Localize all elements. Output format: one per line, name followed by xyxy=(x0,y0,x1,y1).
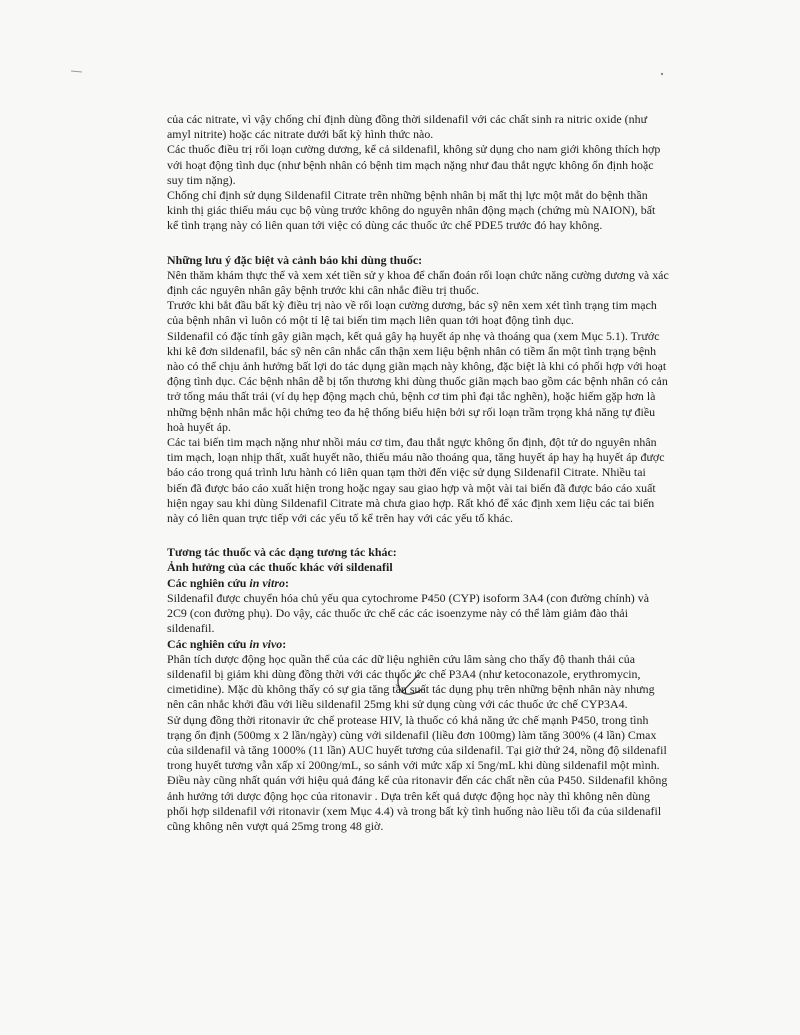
warnings-heading: Những lưu ý đặc biệt và cảnh báo khi dùng thuốc: xyxy=(167,252,423,267)
warnings-paragraph-4: Các tai biến tim mạch nặng như nhồi máu cơ tim, đau thắt ngực không ổn định, đột tử do nguyên nhân tim mạch, loạn nhịp thất, xuất huyết não, thiếu máu não thoáng qua, tăng huyết áp hay hạ huyết áp được báo cáo trong quá trình lưu hành có liên quan tạm thời đến việc sử dụng Sildenafil Citrate. Nhiều tai biến đã được báo cáo xuất hiện trong hoặc ngay sau giao hợp và một vài tai biến đã được báo cáo xuất hiện ngay sau khi dùng Sildenafil Citrate mà chưa giao hợp. Rất khó để xác định xem liệu các tai biến này có liên quan trực tiếp với các yếu tố kể trên hay với các yếu tố khác. xyxy=(167,435,665,526)
in-vitro-text: Sildenafil được chuyển hóa chủ yếu qua cytochrome P450 (CYP) isoform 3A4 (con đường chính) và 2C9 (con đường phụ). Do vậy, các thuốc ức chế các các isoenzyme này có thể làm giảm đào thải sildenafil. xyxy=(167,590,650,636)
in-vivo-paragraph-2: Sử dụng đồng thời ritonavir ức chế protease HIV, là thuốc có khả năng ức chế mạnh P450, trong tình trạng ổn định (500mg x 2 lần/ngày) cùng với sildenafil (liều đơn 100mg) làm tăng 300% (4 lần) Cmax của sildenafil và tăng 1000% (11 lần) AUC huyết tương của sildenafil. Tại giờ thứ 24, nồng độ sildenafil trong huyết tương vẫn xấp xỉ 200ng/mL, so sánh với mức xấp xỉ 5ng/mL khi dùng sildenafil một mình. Điều này cũng nhất quán với hiệu quả đáng kể của ritonavir đến các chất nền của P450. Sildenafil không ảnh hưởng tới dược động học của ritonavir . Dựa trên kết quả dược động học này thì không nên dùng phối hợp sildenafil với ritonavir (xem Mục 4.4) và trong bất kỳ tình huống nào liều tối đa của sildenafil cũng không nên vượt quá 25mg trong 48 giờ. xyxy=(167,712,668,833)
warnings-paragraph-3: Sildenafil có đặc tính gây giãn mạch, kết quả gây hạ huyết áp nhẹ và thoáng qua (xem Mục 5.1). Trước khi kê đơn sildenafil, bác sỹ nên cân nhắc cẩn thận xem liệu bệnh nhân có tiềm ẩn một tình trạng bệnh nào có thể chịu ảnh hưởng bất lợi do tác dụng giãn mạch này không, đặc biệt là khi có phối hợp với hoạt động tình dục. Các bệnh nhân dễ bị tổn thương khi dùng thuốc giãn mạch bao gồm các bệnh nhân có cản trở tống máu thất trái (ví dụ hẹp động mạch chủ, bệnh cơ tim phì đại tắc nghẽn), hoặc hiếm gặp hơn là những bệnh nhân mắc hội chứng teo đa hệ thống biểu hiện bởi sự rối loạn trầm trọng khả năng tự điều hoà huyết áp. xyxy=(167,328,668,434)
in-vitro-label: Các nghiên cứu in vitro: xyxy=(167,575,289,590)
intro-paragraph-3: Chống chỉ định sử dụng Sildenafil Citrate trên những bệnh nhân bị mất thị lực một mắt do bệnh thần kinh thị giác thiếu máu cục bộ vùng trước không do nguyên nhân động mạch (chứng mù NAION), bất kể tình trạng này có liên quan tới việc có dùng các thuốc ức chế PDE5 trước đó hay không. xyxy=(167,188,656,233)
in-vivo-label: Các nghiên cứu in vivo: xyxy=(167,636,287,651)
interactions-heading: Tương tác thuốc và các dạng tương tác khác: xyxy=(167,545,397,560)
scan-dot-mark xyxy=(658,70,666,78)
interactions-subheading: Ảnh hưởng của các thuốc khác với sildenafil xyxy=(167,560,393,575)
scan-dash-mark xyxy=(70,68,84,74)
warnings-paragraph-1: Nên thăm khám thực thể và xem xét tiền sử y khoa để chẩn đoán rối loạn chức năng cường dương và xác định các nguyên nhân gây bệnh trước khi cân nhắc điều trị thuốc. xyxy=(167,267,669,298)
warnings-paragraph-2: Trước khi bắt đầu bất kỳ điều trị nào về rối loạn cường dương, bác sỹ nên xem xét tình trạng tim mạch của bệnh nhân vì luôn có một tỉ lệ tai biến tim mạch liên quan tới hoạt động tình dục. xyxy=(167,298,657,328)
intro-paragraph-1: của các nitrate, vì vậy chống chỉ định dùng đồng thời sildenafil với các chất sinh ra nitric oxide (như amyl nitrite) hoặc các nitrate dưới bất kỳ hình thức nào. xyxy=(167,112,648,142)
intro-paragraph-2: Các thuốc điều trị rối loạn cường dương, kể cả sildenafil, không sử dụng cho nam giới không thích hợp với hoạt động tình dục (như bệnh nhân có bệnh tim mạch nặng như đau thắt ngực không ổn định hoặc suy tim nặng). xyxy=(167,142,661,187)
document-body xyxy=(167,112,669,834)
in-vivo-paragraph-1: Phân tích dược động học quần thể của các dữ liệu nghiên cứu lâm sàng cho thấy độ thanh thải của sildenafil bị giảm khi dùng đồng thời với các thuốc ức chế P3A4 (như ketoconazole, erythromycin, cimetidine). Mặc dù không thấy có sự gia tăng tần suất tác dụng phụ trên những bệnh nhân này nhưng nên cân nhắc khởi đầu với liều sildenafil 25mg khi sử dụng cùng với các thuốc ức chế CYP3A4. xyxy=(167,651,655,712)
